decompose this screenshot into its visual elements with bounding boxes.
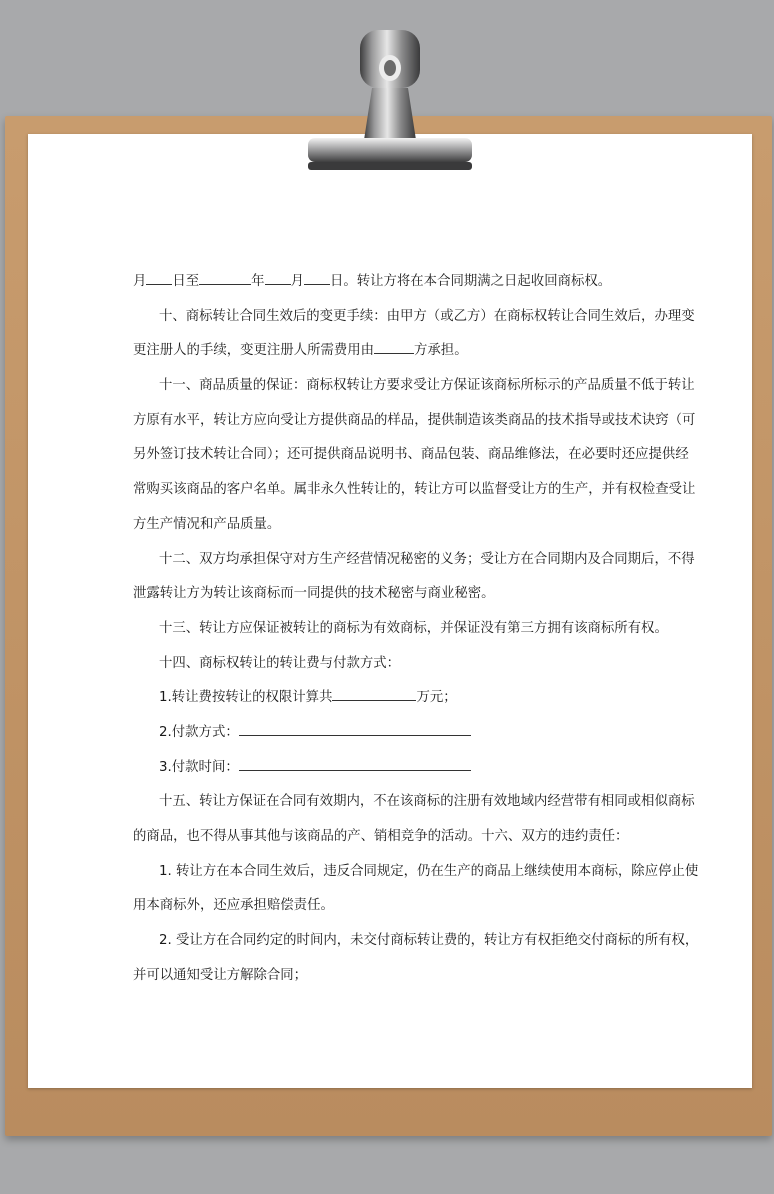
paragraph-line: 十二、双方均承担保守对方生产经营情况秘密的义务；受让方在合同期内及合同期后，不得 [159, 551, 695, 567]
paragraph-line [133, 334, 645, 369]
text-segment: 日。转让方将在本合同期满之日起收回商标权。 [329, 274, 612, 289]
text-segment: 3.付款时间： [159, 759, 239, 775]
paragraph-line: 用本商标外，还应承担赔偿责任。 [133, 898, 334, 914]
text-segment: 万元； [416, 690, 457, 706]
paragraph-line: 方生产情况和产品质量。 [133, 516, 281, 532]
text-segment: 1.转让费按转让的权限计算共 [159, 690, 333, 706]
fill-blank [199, 270, 251, 285]
paragraph-line [133, 681, 645, 716]
paragraph-line: 十一、商品质量的保证：商标权转让方要求受让方保证该商标所标示的产品质量不低于转让 [159, 378, 695, 394]
paragraph-line: 泄露转让方为转让该商标而一同提供的技术秘密与商业秘密。 [133, 586, 495, 602]
text-segment: 2.付款方式： [159, 724, 239, 740]
fill-blank [239, 721, 471, 736]
fill-blank [332, 686, 416, 701]
binder-clip-icon [300, 28, 480, 178]
paragraph-line: 另外签订技术转让合同）；还可提供商品说明书、商品包装、商品维修法，在必要时还应提供经 [133, 447, 689, 463]
text-segment: 月 [133, 274, 147, 289]
paragraph-line: 的商品，也不得从事其他与该商品的产、销相竞争的活动。十六、双方的违约责任： [133, 829, 629, 844]
paragraph-line: 十三、转让方应保证被转让的商标为有效商标，并保证没有第三方拥有该商标所有权。 [159, 620, 668, 636]
text-segment: 方承担。 [414, 343, 468, 359]
fill-blank [265, 270, 291, 285]
paragraph-line: 2. 受让方在合同约定的时间内，未交付商标转让费的，转让方有权拒绝交付商标的所有权， [159, 933, 699, 949]
text-segment: 日至 [172, 274, 200, 289]
paragraph-line: 常购买该商品的客户名单。属非永久性转让的，转让方可以监督受让方的生产，并有权检查受让 [133, 482, 696, 498]
paragraph-line [133, 716, 645, 751]
paragraph-line: 十、商标转让合同生效后的变更手续：由甲方（或乙方）在商标权转让合同生效后，办理变 [159, 308, 695, 324]
fill-blank [239, 756, 471, 771]
paragraph-line [133, 265, 645, 300]
document-body [133, 265, 699, 993]
text-segment: 年 [251, 274, 265, 289]
paragraph-line [133, 751, 645, 786]
paragraph-line: 1. 转让方在本合同生效后，违反合同规定，仍在生产的商品上继续使用本商标，除应停止使 [159, 863, 699, 879]
paragraph-line: 并可以通知受让方解除合同； [133, 967, 308, 983]
paragraph-line: 十五、转让方保证在合同有效期内，不在该商标的注册有效地域内经营带有相同或相似商标 [159, 794, 695, 810]
paragraph-line: 十四、商标权转让的转让费与付款方式： [159, 655, 401, 671]
fill-blank [146, 270, 172, 285]
paragraph-line: 方原有水平，转让方应向受让方提供商品的样品，提供制造该类商品的技术指导或技术诀窍（可 [133, 412, 696, 428]
text-segment: 月 [290, 274, 304, 289]
fill-blank [304, 270, 330, 285]
fill-blank [374, 339, 414, 354]
text-segment: 更注册人的手续，变更注册人所需费用由 [133, 343, 375, 359]
